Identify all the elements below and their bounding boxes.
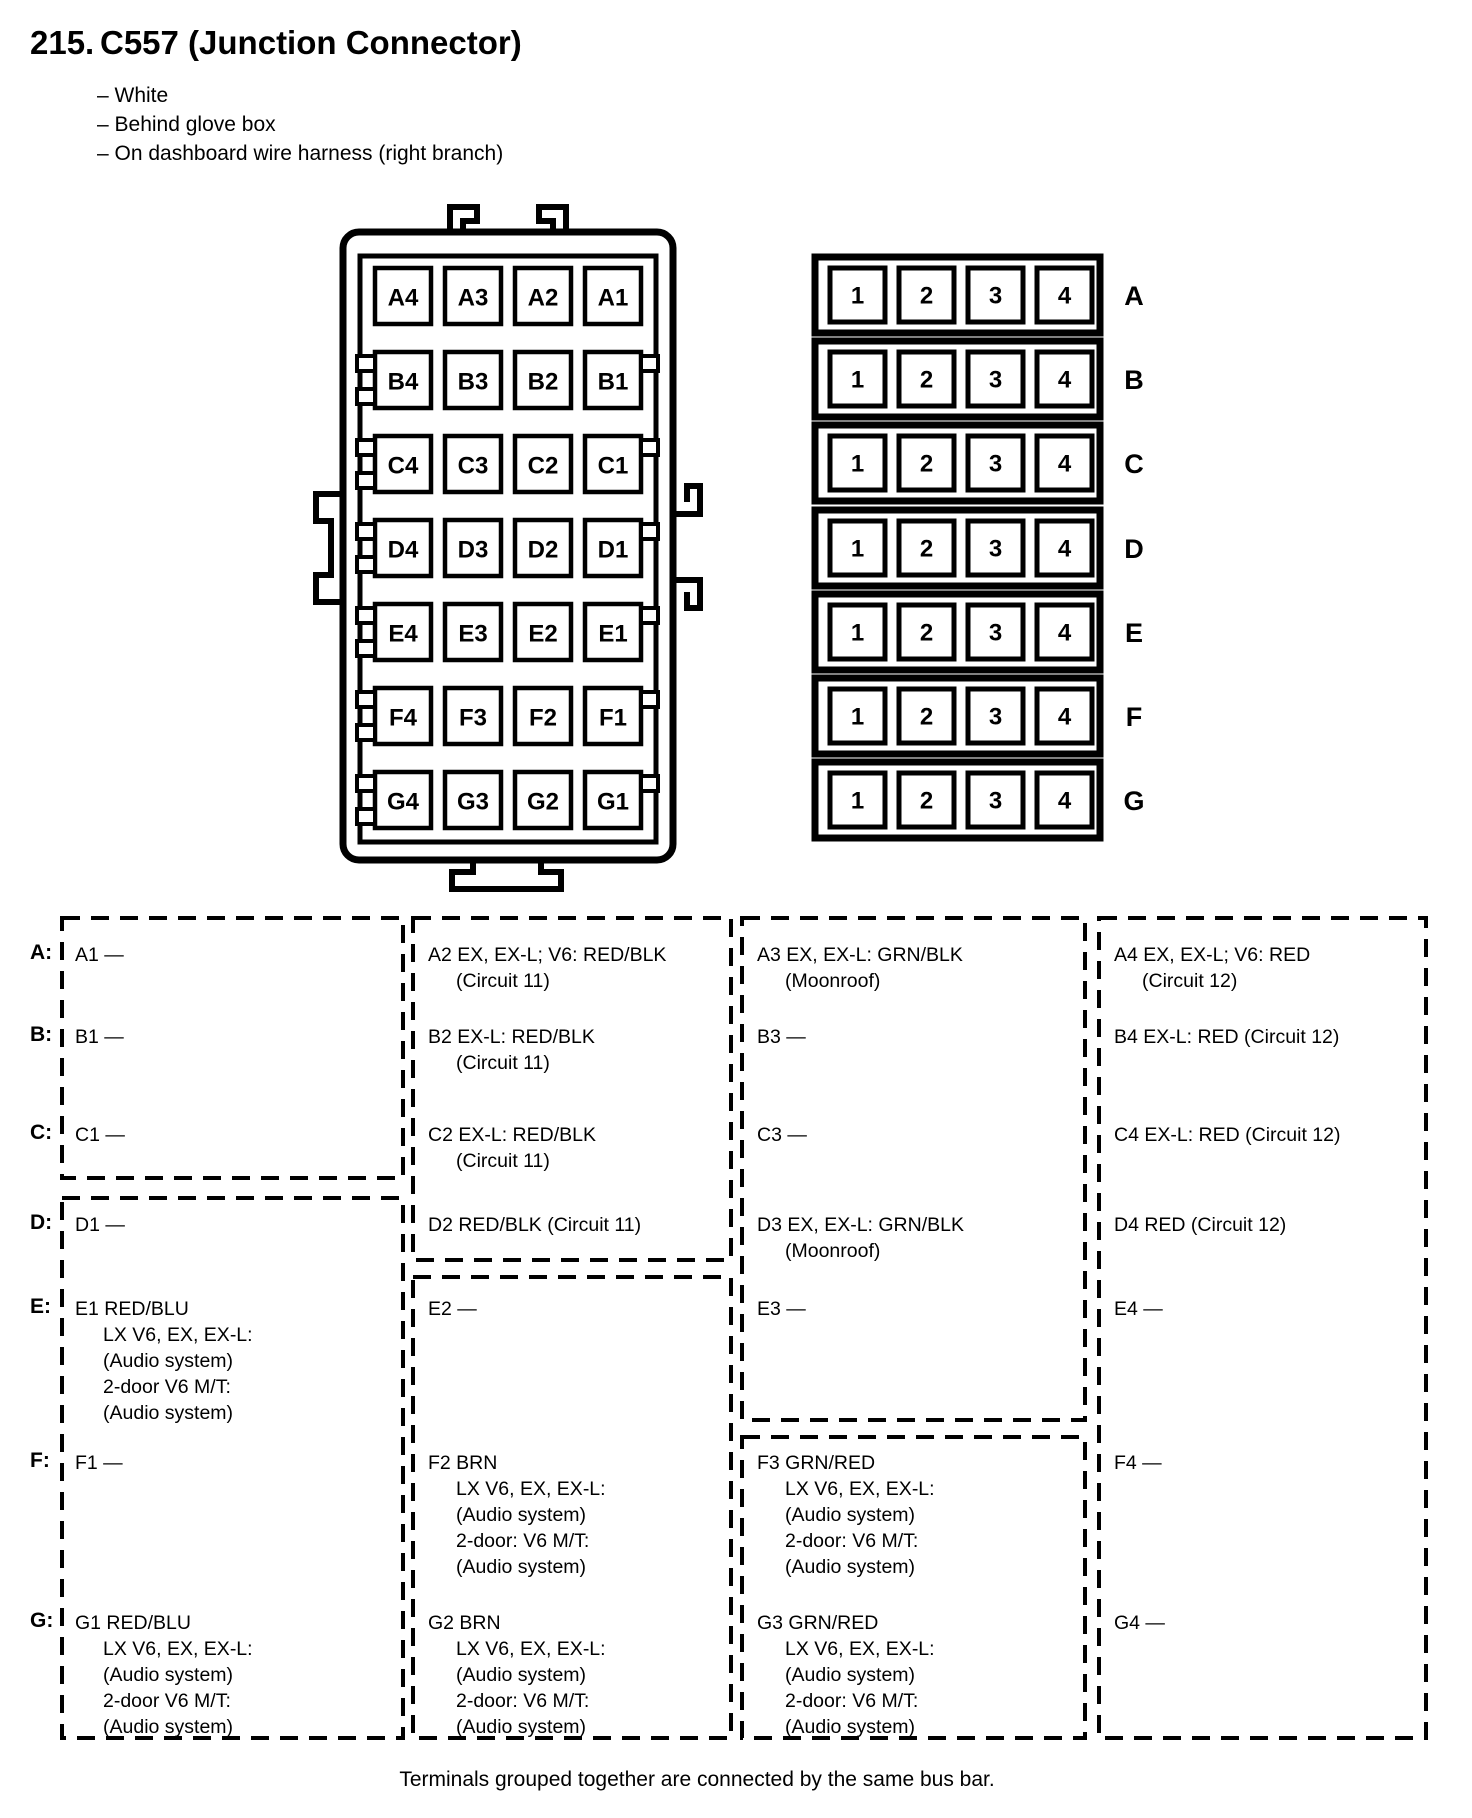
terminal-row-letter-E: E [1124, 618, 1144, 648]
pin-entry-wire: C4 EX-L: RED (Circuit 12) [1114, 1124, 1341, 1146]
pin-entry-detail: (Circuit 11) [456, 1150, 550, 1172]
terminal-cell-label-D3: 3 [988, 535, 1003, 563]
pin-entry-detail: (Audio system) [103, 1402, 234, 1424]
pin-entry-F1 [75, 1450, 123, 1476]
plug-cavity-label-C2: C2 [527, 452, 559, 480]
terminal-cell-label-B2: 2 [919, 366, 934, 394]
pin-entry-C1 [75, 1122, 125, 1148]
terminal-cell-label-A1: 1 [850, 282, 865, 310]
connector-note-harness: – On dashboard wire harness (right branch) [97, 142, 504, 165]
pin-entry-detail: (Audio system) [103, 1350, 234, 1372]
plug-cavity-label-G1: G1 [596, 788, 630, 816]
pin-entry-detail: (Circuit 11) [456, 970, 550, 992]
pin-entry-C2 [428, 1122, 596, 1174]
terminal-cell-label-F1: 1 [850, 703, 865, 731]
plug-cavity-label-A4: A4 [387, 284, 419, 312]
pin-entry-wire: F4 — [1114, 1452, 1162, 1474]
terminal-cell-label-G1: 1 [850, 787, 865, 815]
terminal-cell-label-F2: 2 [919, 703, 934, 731]
pin-entry-wire: F1 — [75, 1452, 123, 1474]
plug-cavity-label-D2: D2 [527, 536, 559, 564]
pin-entry-wire: B2 EX-L: RED/BLK [428, 1026, 595, 1048]
pin-entry-G1 [75, 1610, 253, 1740]
connector-note-location: – Behind glove box [97, 113, 276, 136]
pin-entry-wire: B1 — [75, 1026, 124, 1048]
plug-cavity-label-F2: F2 [528, 704, 558, 732]
terminal-cell-label-D1: 1 [850, 535, 865, 563]
pin-row-label-E: E: [30, 1295, 51, 1318]
terminal-cell-label-B1: 1 [850, 366, 865, 394]
plug-cavity-label-E3: E3 [458, 620, 488, 648]
pin-entry-detail: LX V6, EX, EX-L: [103, 1324, 253, 1346]
plug-cavity-label-B3: B3 [457, 368, 489, 396]
pin-entry-wire: C1 — [75, 1124, 125, 1146]
pin-entry-detail: (Circuit 11) [456, 1052, 550, 1074]
terminal-cell-label-F3: 3 [988, 703, 1003, 731]
terminal-cell-label-G3: 3 [988, 787, 1003, 815]
plug-cavity-label-F1: F1 [598, 704, 628, 732]
plug-cavity-label-C4: C4 [387, 452, 419, 480]
pin-entry-A3 [757, 942, 963, 994]
plug-cavity-label-A2: A2 [527, 284, 559, 312]
pin-entry-C4 [1114, 1122, 1340, 1148]
plug-cavity-label-E1: E1 [598, 620, 628, 648]
plug-cavity-label-B2: B2 [527, 368, 559, 396]
pin-entry-detail: LX V6, EX, EX-L: [785, 1638, 935, 1660]
terminal-row-letter-D: D [1124, 534, 1144, 564]
pin-entry-detail: LX V6, EX, EX-L: [456, 1478, 606, 1500]
terminal-cell-label-E4: 4 [1057, 619, 1072, 647]
terminal-cell-label-B4: 4 [1057, 366, 1072, 394]
pin-entry-F3 [757, 1450, 935, 1580]
terminal-row-letter-G: G [1123, 786, 1145, 816]
pin-entry-wire: F2 BRN [428, 1452, 498, 1474]
pin-entry-detail: (Moonroof) [785, 970, 881, 992]
plug-cavity-label-D4: D4 [387, 536, 419, 564]
pin-entry-wire: D2 RED/BLK (Circuit 11) [428, 1214, 642, 1236]
terminal-row-letter-C: C [1124, 449, 1144, 479]
pin-entry-G3 [757, 1610, 935, 1740]
pin-entry-wire: C3 — [757, 1124, 807, 1146]
pin-entry-detail: (Audio system) [456, 1556, 587, 1578]
pin-entry-wire: E2 — [428, 1298, 477, 1320]
pin-entry-wire: B3 — [757, 1026, 806, 1048]
pin-entry-detail: (Audio system) [103, 1664, 234, 1686]
pin-entry-detail: 2-door: V6 M/T: [456, 1530, 590, 1552]
pin-entry-B2 [428, 1024, 595, 1076]
pin-entry-wire: A3 EX, EX-L: GRN/BLK [757, 944, 963, 966]
pin-entry-D2 [428, 1212, 641, 1238]
page-title-number: 215. [30, 24, 95, 61]
pin-entry-wire: G2 BRN [428, 1612, 501, 1634]
pin-row-label-G: G: [30, 1609, 54, 1632]
plug-cavity-label-D3: D3 [457, 536, 489, 564]
pin-entry-detail: 2-door: V6 M/T: [785, 1690, 919, 1712]
plug-cavity-label-A3: A3 [457, 284, 489, 312]
terminal-cell-label-C1: 1 [850, 450, 865, 478]
pin-entry-detail: (Audio system) [103, 1716, 234, 1738]
pin-entry-detail: 2-door: V6 M/T: [785, 1530, 919, 1552]
terminal-cell-label-A3: 3 [988, 282, 1003, 310]
pin-entry-wire: A1 — [75, 944, 124, 966]
pin-entry-detail: (Audio system) [785, 1556, 916, 1578]
terminal-cell-label-D2: 2 [919, 535, 934, 563]
pin-entry-wire: G3 GRN/RED [757, 1612, 879, 1634]
pin-entry-B3 [757, 1024, 806, 1050]
terminal-cell-label-F4: 4 [1057, 703, 1072, 731]
pin-row-label-D: D: [30, 1211, 53, 1234]
pin-entry-detail: (Audio system) [456, 1716, 587, 1738]
plug-cavity-label-E4: E4 [388, 620, 418, 648]
plug-cavity-label-G4: G4 [386, 788, 420, 816]
pin-entry-G4 [1114, 1610, 1165, 1636]
terminal-cell-label-A2: 2 [919, 282, 934, 310]
pin-entry-detail: (Moonroof) [785, 1240, 881, 1262]
pin-entry-detail: (Audio system) [456, 1504, 587, 1526]
terminal-cell-label-E3: 3 [988, 619, 1003, 647]
pin-entry-wire: F3 GRN/RED [757, 1452, 876, 1474]
terminal-row-letter-F: F [1125, 702, 1143, 732]
pin-entry-wire: B4 EX-L: RED (Circuit 12) [1114, 1026, 1340, 1048]
plug-cavity-label-B1: B1 [597, 368, 629, 396]
plug-cavity-label-B4: B4 [387, 368, 419, 396]
pin-entry-detail: LX V6, EX, EX-L: [103, 1638, 253, 1660]
terminal-cell-label-D4: 4 [1057, 535, 1072, 563]
pin-entry-wire: E3 — [757, 1298, 806, 1320]
pin-entry-wire: D4 RED (Circuit 12) [1114, 1214, 1287, 1236]
connector-note-color: – White [97, 84, 169, 107]
pin-row-label-B: B: [30, 1023, 53, 1046]
pin-entry-wire: G1 RED/BLU [75, 1612, 191, 1634]
pin-entry-G2 [428, 1610, 606, 1740]
pin-entry-E2 [428, 1296, 477, 1322]
pin-entry-detail: LX V6, EX, EX-L: [456, 1638, 606, 1660]
plug-cavity-label-D1: D1 [597, 536, 629, 564]
pin-entry-detail: (Audio system) [456, 1664, 587, 1686]
page-title: C557 (Junction Connector) [100, 24, 522, 61]
plug-cavity-label-G3: G3 [456, 788, 490, 816]
pin-entry-detail: 2-door V6 M/T: [103, 1376, 231, 1398]
terminal-cell-label-E1: 1 [850, 619, 865, 647]
pin-row-label-A: A: [30, 941, 53, 964]
pin-entry-wire: E4 — [1114, 1298, 1163, 1320]
pin-entry-detail: (Audio system) [785, 1504, 916, 1526]
terminal-cell-label-C4: 4 [1057, 450, 1072, 478]
plug-cavity-label-F3: F3 [458, 704, 488, 732]
plug-cavity-label-A1: A1 [597, 284, 629, 312]
pin-entry-wire: E1 RED/BLU [75, 1298, 189, 1320]
terminal-cell-label-E2: 2 [919, 619, 934, 647]
plug-cavity-label-F4: F4 [388, 704, 418, 732]
terminal-row-letter-B: B [1124, 365, 1144, 395]
pin-entry-wire: A2 EX, EX-L; V6: RED/BLK [428, 944, 667, 966]
terminal-row-letter-A: A [1124, 281, 1144, 311]
plug-cavity-label-G2: G2 [526, 788, 560, 816]
pin-entry-E3 [757, 1296, 806, 1322]
pin-entry-D3 [757, 1212, 964, 1264]
pin-entry-detail: 2-door V6 M/T: [103, 1690, 231, 1712]
pin-entry-A2 [428, 942, 666, 994]
pin-entry-detail: (Audio system) [785, 1716, 916, 1738]
terminal-cell-label-C2: 2 [919, 450, 934, 478]
terminal-cell-label-B3: 3 [988, 366, 1003, 394]
pin-entry-detail: (Circuit 12) [1142, 970, 1238, 992]
terminal-cell-label-A4: 4 [1057, 282, 1072, 310]
pin-entry-wire: G4 — [1114, 1612, 1165, 1634]
terminal-cell-label-G2: 2 [919, 787, 934, 815]
pin-entry-wire: C2 EX-L: RED/BLK [428, 1124, 596, 1146]
pin-entry-F2 [428, 1450, 606, 1580]
pin-entry-E4 [1114, 1296, 1163, 1322]
pin-entry-E1 [75, 1296, 253, 1426]
plug-cavity-label-C3: C3 [457, 452, 489, 480]
terminal-cell-label-G4: 4 [1057, 787, 1072, 815]
pin-entry-wire: D3 EX, EX-L: GRN/BLK [757, 1214, 964, 1236]
pin-entry-wire: A4 EX, EX-L; V6: RED [1114, 944, 1311, 966]
terminal-cell-label-C3: 3 [988, 450, 1003, 478]
pin-row-label-C: C: [30, 1121, 53, 1144]
plug-cavity-label-E2: E2 [528, 620, 558, 648]
pin-entry-detail: (Audio system) [785, 1664, 916, 1686]
pin-entry-A4 [1114, 942, 1310, 994]
pin-entry-B4 [1114, 1024, 1339, 1050]
pin-entry-C3 [757, 1122, 807, 1148]
pin-entry-A1 [75, 942, 124, 968]
pin-entry-F4 [1114, 1450, 1162, 1476]
bus-bar-footnote: Terminals grouped together are connected by the same bus bar. [399, 1768, 995, 1791]
pin-entry-D4 [1114, 1212, 1286, 1238]
pin-entry-D1 [75, 1212, 125, 1238]
pin-entry-wire: D1 — [75, 1214, 125, 1236]
plug-cavity-label-C1: C1 [597, 452, 629, 480]
pin-entry-B1 [75, 1024, 124, 1050]
pin-row-label-F: F: [30, 1449, 50, 1472]
pin-entry-detail: 2-door: V6 M/T: [456, 1690, 590, 1712]
pin-entry-detail: LX V6, EX, EX-L: [785, 1478, 935, 1500]
